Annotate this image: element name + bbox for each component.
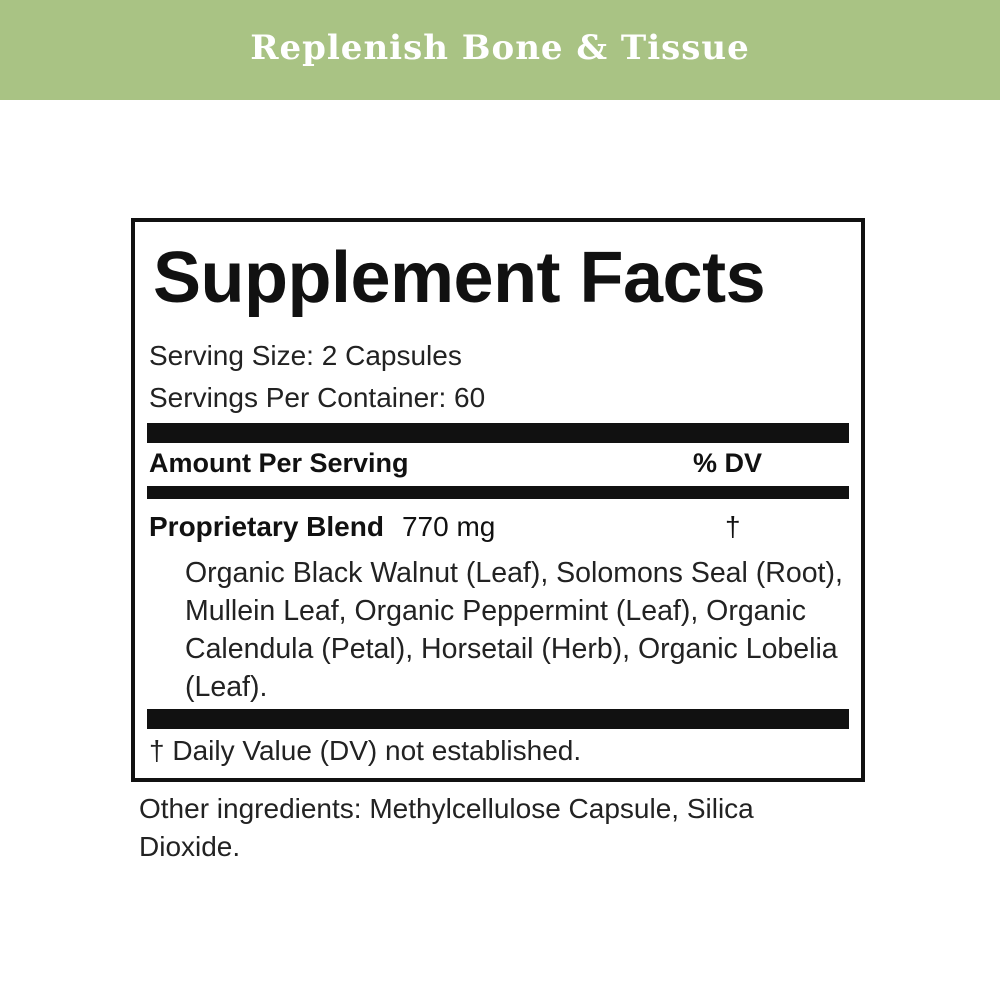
blend-name: Proprietary Blend <box>149 511 384 542</box>
blend-dv-dagger: † <box>725 511 741 542</box>
thick-divider-bottom <box>147 709 849 729</box>
serving-size: Serving Size: 2 Capsules <box>149 340 462 371</box>
servings-per-container: Servings Per Container: 60 <box>149 382 486 413</box>
dv-footnote: † Daily Value (DV) not established. <box>149 735 582 766</box>
header-banner <box>0 0 1000 100</box>
blend-amount: 770 mg <box>401 511 496 542</box>
amount-per-serving-header: Amount Per Serving <box>149 448 409 478</box>
banner-title: Replenish Bone & Tissue <box>250 28 750 68</box>
other-ingredients: Other ingredients: Methylcellulose Capsule, Silica Dioxide. <box>139 793 754 862</box>
supplement-facts-panel <box>131 218 865 782</box>
proprietary-blend-row <box>149 513 495 541</box>
percent-dv-header: % DV <box>693 448 763 478</box>
facts-title: Supplement Facts <box>153 238 766 318</box>
blend-ingredients: Organic Black Walnut (Leaf), Solomons Seal (Root), Mullein Leaf, Organic Peppermint (Leaf), Organic Calendula (Petal), Horsetail (Herb), Organic Lobelia (Leaf). <box>185 557 843 703</box>
thick-divider-top <box>147 423 849 443</box>
divider-header <box>147 486 849 499</box>
